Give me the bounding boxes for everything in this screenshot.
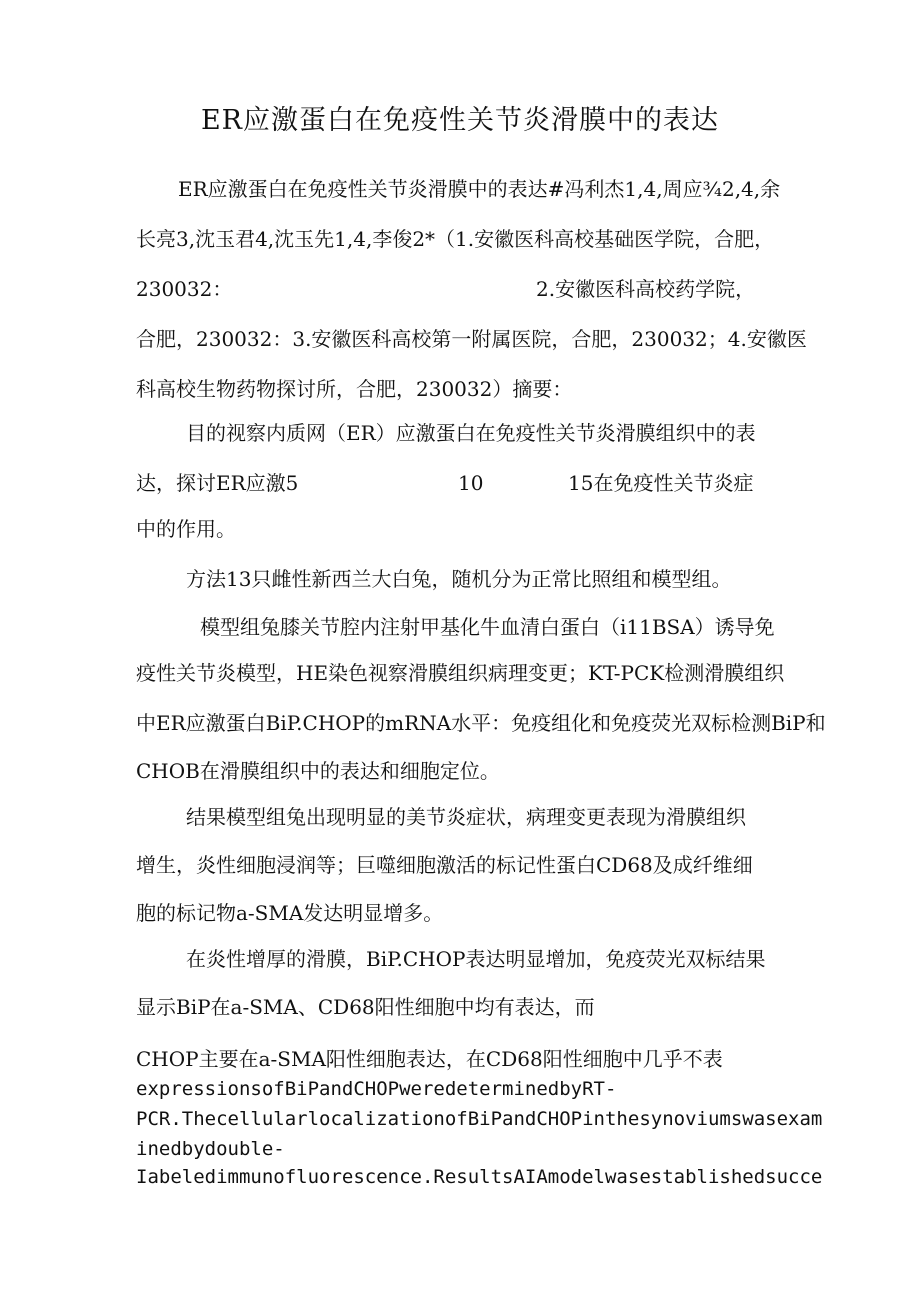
results-line-2: 增生，炎性细胞浸润等；巨噬细胞激活的标记性蛋白CD68及成纤维细 [136, 853, 753, 877]
author-line-1: ER应激蛋白在免疫性关节炎滑膜中的表达#冯利杰1,4,周应¾2,4,余 [178, 177, 781, 201]
author-line-3a: 230032： [136, 277, 233, 301]
methods-line-1: 方法13只雌性新西兰大白兔，随机分为正常比照组和模型组。 [186, 567, 732, 591]
objective-line-1: 目的视察内质网（ER）应激蛋白在免疫性关节炎滑膜组织中的表 [186, 421, 756, 445]
tail-line-1: CHOP主要在a-SMA阳性细胞表达，在CD68阳性细胞中几乎不表 [136, 1047, 723, 1071]
page-title: ER应激蛋白在免疫性关节炎滑膜中的表达 [200, 105, 720, 136]
author-line-5: 科高校生物药物探讨所，合肥，230032）摘要： [136, 377, 573, 401]
author-line-4: 合肥，230032：3.安徽医科高校第一附属医院，合肥，230032；4.安徽医 [136, 327, 807, 351]
methods-line-4: 中ER应激蛋白BiP.CHOP的mRNA水平：免疫组化和免疫荧光双标检测BiP和 [136, 711, 826, 735]
objective-line-2c: 15在免疫性关节炎症 [568, 471, 754, 495]
methods-line-2: 模型组兔膝关节腔内注射甲基化牛血清白蛋白（i11BSA）诱导免 [200, 615, 775, 639]
results-line-1: 结果模型组兔出现明显的美节炎症状，病理变更表现为滑膜组织 [186, 805, 746, 829]
objective-line-2a: 达，探讨ER应激5 [136, 471, 299, 495]
author-line-2: 长亮3,沈玉君4,沈玉先1,4,李俊2*（1.安徽医科高校基础医学院，合肥， [136, 227, 775, 251]
author-line-3b: 2.安徽医科高校药学院， [536, 277, 756, 301]
tail-line-2: expressionsofBiPandCHOPweredeterminedbyRT- [136, 1078, 617, 1100]
tail-line-5: Iabeledimmunofluorescence.ResultsAIAmodelwasestablishedsucce [136, 1166, 823, 1188]
methods-line-3: 疫性关节炎模型，HE染色视察滑膜组织病理变更；KT-PCK检测滑膜组织 [136, 661, 785, 685]
tail-line-4: inedbydouble- [136, 1138, 285, 1160]
tail-line-3: PCR.ThecellularlocalizationofBiPandCHOPinthesynoviumswasexam [136, 1108, 823, 1130]
objective-line-3: 中的作用。 [136, 517, 236, 541]
results-line-3: 胞的标记物a-SMA发达明显增多。 [136, 901, 444, 925]
results-line-5: 显示BiP在a-SMA、CD68阳性细胞中均有表达，而 [136, 995, 595, 1019]
results-line-4: 在炎性增厚的滑膜，BiP.CHOP表达明显增加，免疫荧光双标结果 [186, 947, 766, 971]
methods-line-5: CHOB在滑膜组织中的表达和细胞定位。 [136, 759, 500, 783]
objective-line-2b: 10 [458, 471, 484, 495]
